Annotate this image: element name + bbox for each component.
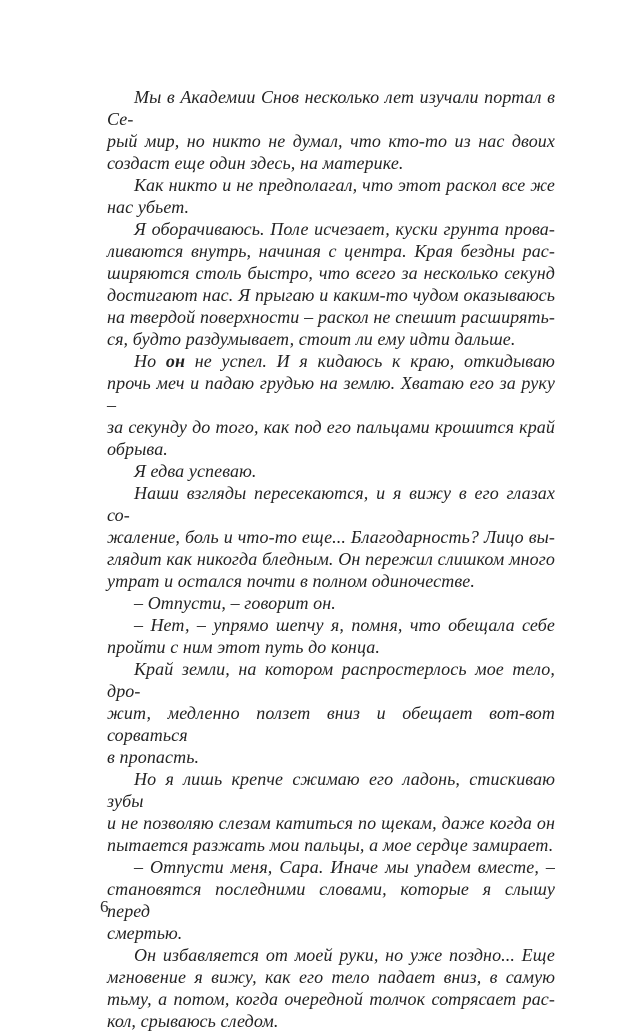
paragraph <box>107 350 555 460</box>
paragraph <box>107 460 555 482</box>
text-line: и не позволяю слезам катиться по щекам, даже когда он <box>107 813 555 833</box>
text-line: – Нет, – упрямо шепчу я, помня, что обещала себе <box>134 615 555 635</box>
text-line: утрат и остался почти в полном одиночестве. <box>107 571 475 591</box>
text-line: в пропасть. <box>107 747 200 767</box>
text-line: Как никто и не предполагал, что этот раскол все же <box>134 175 555 195</box>
text-line: Наши взгляды пересекаются, и я вижу в его глазах со- <box>107 483 555 525</box>
text-line: Мы в Академии Снов несколько лет изучали портал в Се- <box>107 87 555 129</box>
text-line: обрыва. <box>107 439 168 459</box>
text-line: Но я лишь крепче сжимаю его ладонь, стискиваю зубы <box>107 769 555 811</box>
text-line: пройти с ним этот путь до конца. <box>107 637 380 657</box>
text-line: глядит как никогда бледным. Он пережил слишком много <box>107 549 555 569</box>
text-line: Я едва успеваю. <box>134 461 257 481</box>
text-line: – Отпусти меня, Сара. Иначе мы упадем вместе, – <box>134 857 555 877</box>
paragraph <box>107 174 555 218</box>
text-line: Он избавляется от моей руки, но уже поздно... Еще <box>134 945 555 965</box>
text-line: ся, будто раздумывает, стоит ли ему идти дальше. <box>107 329 516 349</box>
text-line: кол, срываюсь следом. <box>107 1011 279 1031</box>
text-line: мгновение я вижу, как его тело падает вниз, в самую <box>107 967 555 987</box>
paragraph <box>107 856 555 944</box>
text-line: создаст еще один здесь, на материке. <box>107 153 404 173</box>
text-line: прочь меч и падаю грудью на землю. Хватаю его за руку – <box>107 373 555 415</box>
text-line: – Отпусти, – говорит он. <box>134 593 336 613</box>
paragraph <box>107 592 555 614</box>
text-line: Но он не успел. И я кидаюсь к краю, откидываю <box>134 351 555 371</box>
text-line: рый мир, но никто не думал, что кто-то из нас двоих <box>107 131 555 151</box>
paragraph <box>107 86 555 174</box>
text-line: нас убьет. <box>107 197 190 217</box>
text-line: Край земли, на котором распростерлось мое тело, дро- <box>107 659 555 701</box>
text-line: достигают нас. Я прыгаю и каким-то чудом оказываюсь <box>107 285 555 305</box>
text-line: пытается разжать мои пальцы, а мое сердце замирает. <box>107 835 554 855</box>
paragraph <box>107 768 555 856</box>
paragraph <box>107 482 555 592</box>
text-line: ширяются столь быстро, что всего за несколько секунд <box>107 263 555 283</box>
paragraph <box>107 658 555 768</box>
text-line: ливаются внутрь, начиная с центра. Края бездны рас- <box>107 241 555 261</box>
text-line: на твердой поверхности – раскол не спешит расширять- <box>107 307 555 327</box>
text-line: смертью. <box>107 923 183 943</box>
text-line: Я оборачиваюсь. Поле исчезает, куски грунта прова- <box>134 219 555 239</box>
text-line: становятся последними словами, которые я слышу перед <box>107 879 555 921</box>
page-number: 6 <box>100 897 109 916</box>
text-line: тьму, а потом, когда очередной толчок сотрясает рас- <box>107 989 555 1009</box>
text-block <box>107 86 555 1032</box>
text-line: жаление, боль и что-то еще... Благодарность? Лицо вы- <box>107 527 555 547</box>
paragraph <box>107 614 555 658</box>
paragraph <box>107 944 555 1032</box>
bold-text: он <box>165 351 186 371</box>
text-line: за секунду до того, как под его пальцами крошится край <box>107 417 555 437</box>
text-line: жит, медленно ползет вниз и обещает вот-вот сорваться <box>107 703 555 745</box>
paragraph <box>107 218 555 350</box>
